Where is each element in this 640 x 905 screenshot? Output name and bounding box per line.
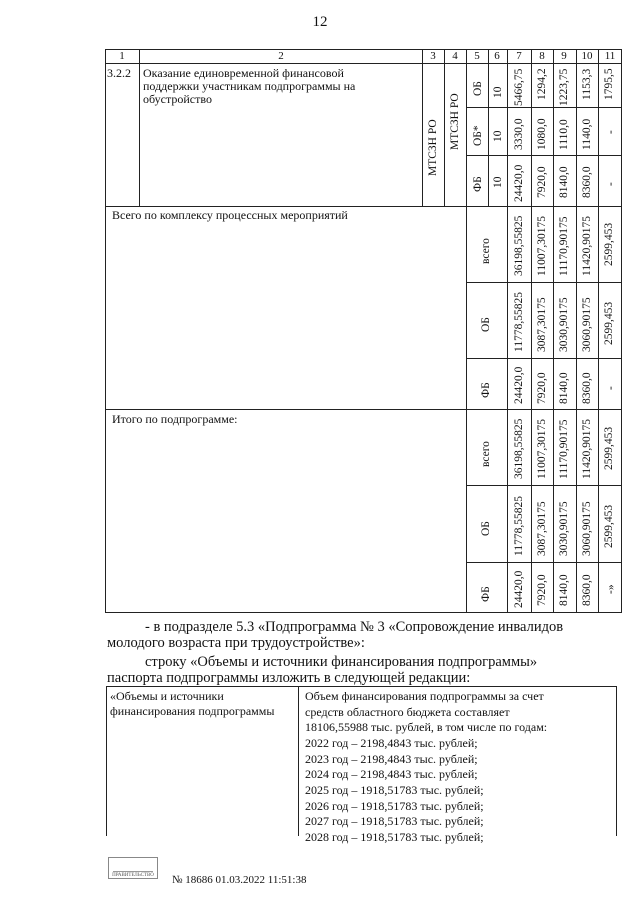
row-description-line: обустройство: [143, 92, 212, 106]
col-header: 3: [430, 50, 436, 62]
row-description-line: поддержки участникам подпрограммы на: [143, 79, 356, 93]
cell: 8140,0: [558, 166, 570, 198]
col-header: 11: [604, 50, 616, 62]
cell: 11170,90175: [558, 216, 570, 276]
cell: 1223,75: [558, 68, 570, 106]
cell: 1110,0: [558, 119, 570, 150]
cell: 8360,0: [581, 372, 593, 404]
page-number: 12: [312, 14, 328, 30]
col-header: 9: [561, 50, 567, 62]
cell: 10: [492, 86, 504, 98]
cell: -: [605, 386, 617, 390]
source-label: ФБ: [472, 176, 484, 192]
cell: 11778,55825: [513, 496, 525, 556]
cell: 1795,5: [603, 68, 615, 100]
cell: 8360,0: [581, 166, 593, 198]
cell: 11778,55825: [513, 292, 525, 352]
cell: 8140,0: [558, 574, 570, 606]
cell: 11420,90175: [581, 216, 593, 276]
cell: 2599,453: [603, 504, 615, 548]
paragraph-line: паспорта подпрограммы изложить в следующей редакции:: [107, 670, 471, 686]
box-right-line: Объем финансирования подпрограммы за счет: [305, 689, 544, 703]
box-right-line: 2028 год – 1918,51783 тыс. рублей;: [305, 830, 484, 844]
cell: 11007,30175: [536, 216, 548, 276]
col-header: 1: [119, 50, 125, 62]
cell: 1080,0: [536, 118, 548, 150]
box-left-line: финансирования подпрограммы: [110, 704, 275, 718]
col-header: 8: [539, 50, 545, 62]
source-label: ОБ: [472, 81, 484, 96]
cell: 1153,3: [581, 68, 593, 100]
source-label: ОБ: [480, 317, 492, 332]
cell: 3330,0: [513, 118, 525, 150]
box-left-line: «Объемы и источники: [110, 689, 224, 703]
source-label: всего: [480, 441, 492, 467]
row-description-line: Оказание единовременной финансовой: [143, 66, 344, 80]
cell: 7920,0: [536, 372, 548, 404]
cell: 2599,453: [603, 426, 615, 470]
col-header: 6: [494, 50, 500, 62]
source-label: ОБ*: [472, 125, 484, 146]
total-complex-label: Всего по комплексу процессных мероприятий: [112, 208, 348, 222]
source-label: ФБ: [480, 382, 492, 398]
source-label: всего: [480, 238, 492, 264]
executor: МТСЗН РО: [427, 119, 439, 176]
cell: 5466,75: [513, 68, 525, 106]
col-header: 7: [516, 50, 522, 62]
cell: 1140,0: [581, 118, 593, 150]
box-right-line: 2022 год – 2198,4843 тыс. рублей;: [305, 736, 478, 750]
col-header: 10: [581, 50, 593, 62]
cell: 10: [492, 176, 504, 188]
document-registration-footer: № 18686 01.03.2022 11:51:38: [172, 874, 307, 886]
cell: 2599,453: [603, 222, 615, 266]
col-header: 2: [278, 50, 284, 62]
government-stamp-icon: ПРАВИТЕЛЬСТВО: [108, 857, 158, 879]
cell: 10: [492, 130, 504, 142]
executor: МТСЗН РО: [449, 93, 461, 150]
cell: 2599,453: [603, 301, 615, 345]
cell: 8140,0: [558, 372, 570, 404]
cell: 7920,0: [536, 166, 548, 198]
col-header: 5: [474, 50, 480, 62]
row-number: 3.2.2: [107, 66, 131, 80]
cell: 7920,0: [536, 574, 548, 606]
source-label: ОБ: [480, 521, 492, 536]
cell: 24420,0: [513, 164, 525, 202]
cell: 1294,2: [536, 68, 548, 100]
cell: 3087,30175: [536, 501, 548, 556]
cell: 3030,90175: [558, 501, 570, 556]
cell: 24420,0: [513, 570, 525, 608]
box-right-line: 18106,55988 тыс. рублей, в том числе по годам:: [305, 720, 548, 734]
cell: 3087,30175: [536, 297, 548, 352]
cell: -»: [605, 584, 617, 594]
cell: 3060,90175: [581, 297, 593, 352]
cell: -: [605, 130, 617, 134]
cell: 11007,30175: [536, 419, 548, 479]
cell: 24420,0: [513, 366, 525, 404]
cell: 11420,90175: [581, 419, 593, 479]
box-right-line: средств областного бюджета составляет: [305, 705, 510, 719]
cell: 36198,55825: [513, 418, 525, 479]
cell: 36198,55825: [513, 215, 525, 276]
cell: 3030,90175: [558, 297, 570, 352]
source-label: ФБ: [480, 586, 492, 602]
total-subprogram-label: Итого по подпрограмме:: [112, 412, 238, 426]
paragraph-line: молодого возраста при трудоустройстве»:: [107, 635, 365, 651]
cell: 3060,90175: [581, 501, 593, 556]
box-right-line: 2023 год – 2198,4843 тыс. рублей;: [305, 752, 478, 766]
col-header: 4: [452, 50, 458, 62]
cell: -: [605, 182, 617, 186]
paragraph-line: строку «Объемы и источники финансирования подпрограммы»: [145, 654, 538, 670]
paragraph-line: - в подразделе 5.3 «Подпрограмма № 3 «Сопровождение инвалидов: [145, 619, 564, 635]
cell: 8360,0: [581, 574, 593, 606]
box-right-line: 2024 год – 2198,4843 тыс. рублей;: [305, 767, 478, 781]
box-right-line: 2027 год – 1918,51783 тыс. рублей;: [305, 814, 484, 828]
box-right-line: 2026 год – 1918,51783 тыс. рублей;: [305, 799, 484, 813]
box-right-line: 2025 год – 1918,51783 тыс. рублей;: [305, 783, 484, 797]
cell: 11170,90175: [558, 419, 570, 479]
